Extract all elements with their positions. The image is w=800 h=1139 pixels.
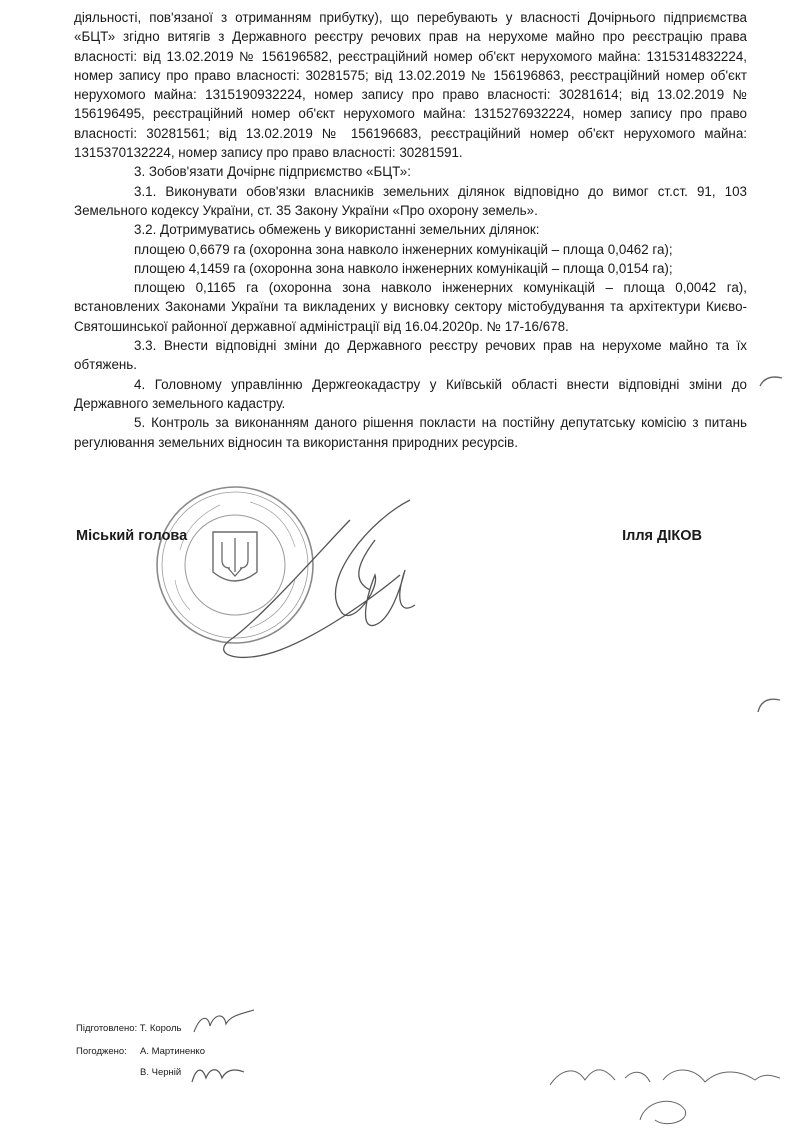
paragraph-3-3: 3.3. Внести відповідні зміни до Державного реєстру речових прав на нерухоме майно та їх обтяжень.	[74, 338, 747, 373]
official-seal-icon	[150, 480, 320, 650]
signatory-name: Ілля ДІКОВ	[622, 528, 702, 544]
agreed-person-2: В. Черній	[140, 1067, 182, 1078]
paragraph-property-records: діяльності, пов'язаної з отриманням прибутку), що перебувають у власності Дочірнього підприємства «БЦТ» згідно витягів з Державного реєстру речових прав на нерухоме майно про реєстрацію права власності: від 13.02.2019 № 156196582, реєстраційний номер об'єкт нерухомого майна: 1315314832224, номер запису про право власності: 30281575; від 13.02.2019 № 156196863, реєстраційний номер об'єкт нерухомого майна: 1315190932224, номер запису про право власності: 30281614; від 13.02.2019 № 156196495, реєстраційний номер об'єкт нерухомого майна: 1315276932224, номер запису про право власності: 30281561; від 13.02.2019 № 156196683, реєстраційний номер об'єкт нерухомого майна: 1315370132224, номер запису про право власності: 30281591.	[74, 10, 747, 161]
area-line-2: площею 4,1459 га (охоронна зона навколо інженерних комунікацій – площа 0,0154 га);	[134, 260, 673, 276]
paragraph-3-2: 3.2. Дотримуватись обмежень у використанні земельних ділянок:	[134, 222, 540, 238]
punch-mark-icon	[758, 372, 784, 388]
handwritten-note-icon	[545, 1050, 785, 1135]
punch-mark-icon	[756, 694, 782, 714]
paragraph-3-1: 3.1. Виконувати обов'язки власників земельних ділянок відповідно до вимог ст.ст. 91, 103 Земельного кодексу України, ст. 35 Закону України «Про охорону земель».	[74, 183, 747, 218]
paragraph-5: 5. Контроль за виконанням даного рішення покласти на постійну депутатську комісію з питань регулювання земельних відносин та використання природних ресурсів.	[74, 415, 747, 450]
signature-block	[76, 528, 702, 544]
agreed-person-1: А. Мартиненко	[140, 1046, 205, 1057]
paragraph-3: 3. Зобов'язати Дочірнє підприємство «БЦТ»:	[134, 164, 411, 180]
signatory-position: Міський голова	[76, 528, 188, 544]
prepared-by: Підготовлено: Т. Король	[76, 1023, 182, 1034]
paragraph-4: 4. Головному управлінню Держгеокадастру у Київській області внести відповідні зміни до Державного земельного кадастру.	[74, 376, 747, 411]
decision-text	[74, 8, 747, 452]
area-line-1: площею 0,6679 га (охоронна зона навколо інженерних комунікацій – площа 0,0462 га);	[134, 241, 673, 257]
initials-signature-icon	[188, 1060, 248, 1090]
area-line-3: площею 0,1165 га (охоронна зона навколо інженерних комунікацій – площа 0,0042 га), встановлених Законами України та викладених у висновку сектору містобудування та архітектури Києво-Святошинської районної державної адміністрації від 16.04.2020р. № 17-16/678.	[74, 280, 747, 334]
initials-signature-icon	[190, 1006, 260, 1038]
agreed-label: Погоджено:	[76, 1046, 127, 1057]
